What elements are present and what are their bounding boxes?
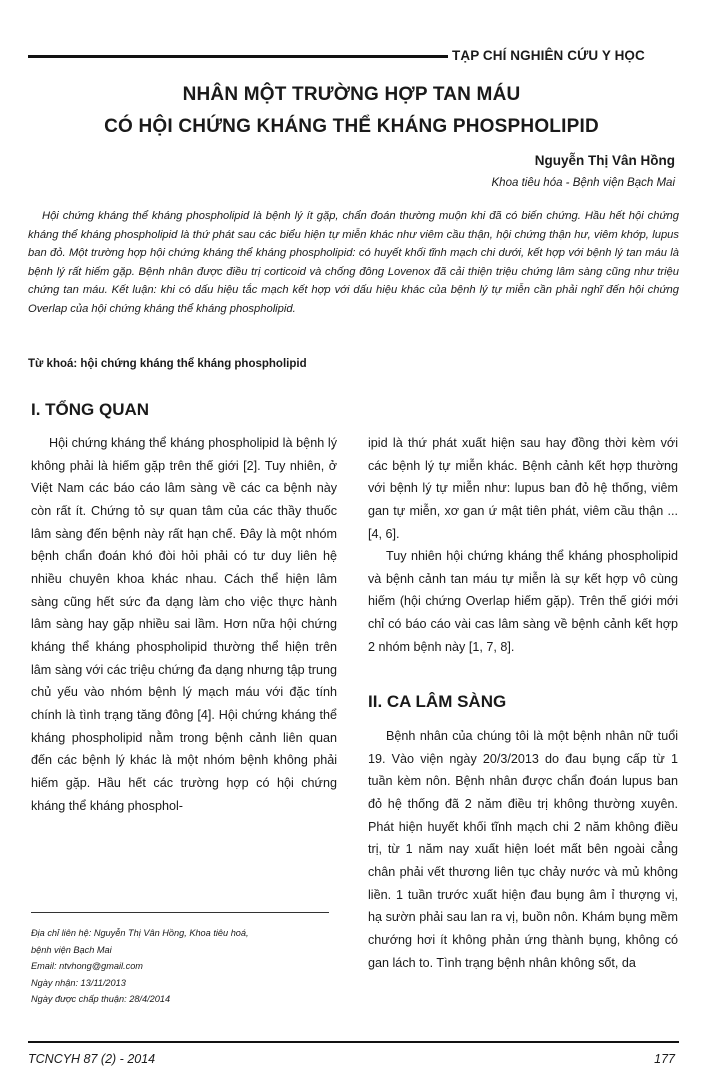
article-title-line2: CÓ HỘI CHỨNG KHÁNG THỂ KHÁNG PHOSPHOLIPID bbox=[104, 116, 599, 137]
footer-rule bbox=[28, 1041, 679, 1043]
journal-name: TẠP CHÍ NGHIÊN CỨU Y HỌC bbox=[452, 48, 645, 63]
footnote-rule bbox=[31, 912, 329, 913]
section-heading-case: II. CA LÂM SÀNG bbox=[368, 692, 507, 711]
author-name: Nguyễn Thị Vân Hồng bbox=[534, 153, 675, 168]
article-title-line1: NHÂN MỘT TRƯỜNG HỢP TAN MÁU bbox=[182, 84, 521, 105]
section-heading-overview: I. TỔNG QUAN bbox=[31, 400, 150, 419]
abstract: Hội chứng kháng thể kháng phospholipid là bệnh lý ít gặp, chẩn đoán thường muộn khi đã có biến chứng. Hầu hết hội chứng kháng thể kháng phospholipid là thứ phát sau các biểu hiện tự miễn khác như viêm cầu thận, hội chứng thận hư, viêm khớp, lupus ban đỏ. Một trường hợp hội chứng kháng thể kháng phospholipid: có huyết khối tĩnh mạch chi dưới, kết hợp với bệnh lý tan máu là bệnh lý rất hiếm gặp. Bệnh nhân được điều trị corticoid và chống đông Lovenox đã cải thiện triệu chứng lâm sàng cũng như triệu chứng tan máu. Kết luận: khi có dấu hiệu tắc mạch kết hợp với dấu hiệu khác của bệnh lý tự miễn cần phải nghĩ đến hội chứng Overlap của hội chứng kháng thể kháng phospholipid. bbox=[28, 210, 679, 315]
author-affiliation: Khoa tiêu hóa - Bệnh viện Bạch Mai bbox=[491, 177, 675, 189]
overview-paragraph-1-continued: ipid là thứ phát xuất hiện sau hay đồng thời kèm với các bệnh lý tự miễn khác. Bệnh cảnh kết hợp thường với bệnh lý tự miễn như: lupus ban đỏ hệ thống, viêm gan tự miễn, xơ gan ứ mật tiên phát, viêm cầu thận ... [4, 6]. bbox=[368, 436, 678, 541]
overview-paragraph-2: Tuy nhiên hội chứng kháng thể kháng phospholipid và bệnh cảnh tan máu tự miễn là sự kết hợp vô cùng hiếm (hội chứng Overlap hiếm gặp). Trên thế giới mới chỉ có báo cáo vài cas lâm sàng về bệnh cảnh kết hợp 2 nhóm bệnh này [1, 7, 8]. bbox=[368, 549, 678, 654]
journal-citation: TCNCYH 87 (2) - 2014 bbox=[28, 1052, 156, 1066]
overview-paragraph-1: Hội chứng kháng thể kháng phospholipid là bệnh lý không phải là hiếm gặp trên thế giới [2]. Tuy nhiên, ở Việt Nam các báo cáo lâm sàng về các ca bệnh này còn rất ít. Chứng tỏ sự quan tâm của các thầy thuốc lâm sàng đến bệnh này rất hạn chế. Đây là một nhóm bệnh chẩn đoán khó đòi hỏi phải có tư duy liên hệ nhiều chuyên khoa khác nhau. Cách thể hiện lâm sàng cũng hết sức đa dạng làm cho việc thực hành lâm sàng hay gặp nhiều sai lầm. Hơn nữa hội chứng kháng thể kháng phospholipid thường thể hiện trên lâm sàng với các triệu chứng đa dạng nhưng tập trung chủ yếu vào nhóm bệnh lý mạch máu với đặc tính chính là tình trạng tăng đông [4]. Hội chứng kháng thể kháng phospholipid nằm trong bệnh cảnh liên quan đến các bệnh lý khác là một nhóm bệnh không phải hiếm gặp. Hầu hết các trường hợp có hội chứng kháng thể kháng phosphol- bbox=[31, 436, 337, 813]
footnote-received-date: Ngày nhận: 13/11/2013 bbox=[31, 977, 126, 988]
page-number: 177 bbox=[654, 1052, 675, 1066]
footnote-contact: Địa chỉ liên hệ: Nguyễn Thị Vân Hồng, Khoa tiêu hoá, bbox=[31, 928, 249, 938]
footnote-accepted-date: Ngày được chấp thuận: 28/4/2014 bbox=[31, 994, 171, 1004]
footnote-institution: bệnh viện Bạch Mai bbox=[31, 944, 112, 955]
case-paragraph-1: Bệnh nhân của chúng tôi là một bệnh nhân nữ tuổi 19. Vào viện ngày 20/3/2013 do đau bụng cấp từ 1 tuần kèm nôn. Bệnh nhân được chẩn đoán lupus ban đỏ hệ thống đã 2 năm điều trị không thường xuyên. Phát hiện huyết khối tĩnh mạch chi 2 năm không điều trị, từ 1 năm nay xuất hiện loét mất bên ngoài cẳng chân phải vết thương liên tục chảy nước và mủ không liền. 1 tuần trước xuất hiện đau bụng âm ỉ thượng vị, hạ sườn phải sau lan ra vị, buồn nôn. Khám bụng mềm chướng hơi ít không phản ứng thành bụng, không có gan lách to. Tình trạng bệnh nhân không sốt, da bbox=[368, 729, 678, 970]
footnote-email: Email: ntvhong@gmail.com bbox=[31, 961, 143, 971]
keywords: Từ khoá: hội chứng kháng thể kháng phospholipid bbox=[28, 358, 307, 370]
footnote bbox=[31, 925, 331, 1008]
header-rule bbox=[28, 55, 448, 58]
